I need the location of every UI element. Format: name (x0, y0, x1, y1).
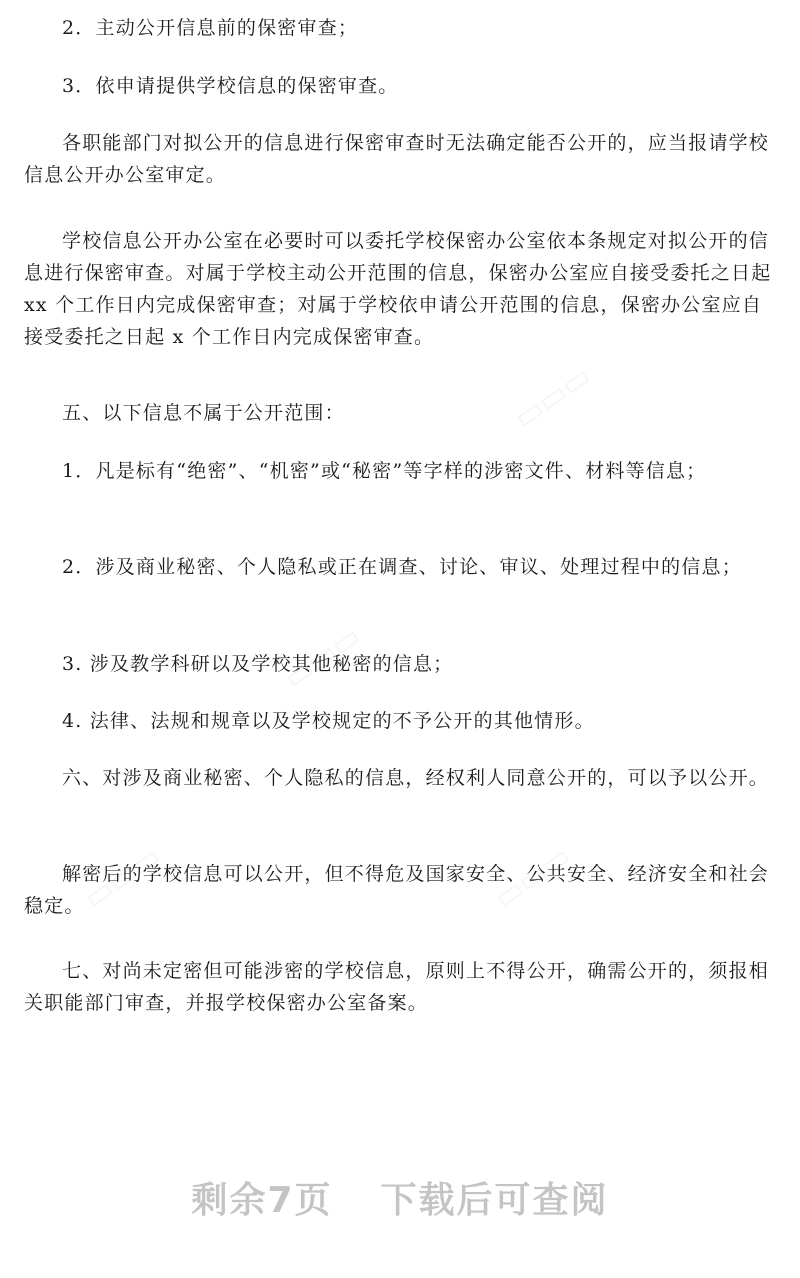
download-to-view-label: 下载后可查阅 (380, 1180, 609, 1221)
paragraph: 4. 法律、法规和规章以及学校规定的不予公开的其他情形。 (62, 710, 595, 732)
paragraph: 2．涉及商业秘密、个人隐私或正在调查、讨论、审议、处理过程中的信息； (62, 556, 742, 578)
paragraph: 2．主动公开信息前的保密审查； (62, 17, 359, 39)
paragraph: 各职能部门对拟公开的信息进行保密审查时无法确定能否公开的，应当报请学校信息公开办公室审定。 (24, 132, 770, 186)
paragraph: 3．依申请提供学校信息的保密审查。 (62, 75, 399, 97)
paragraph: 解密后的学校信息可以公开，但不得危及国家安全、公共安全、经济安全和社会稳定。 (24, 863, 770, 917)
paragraph: 学校信息公开办公室在必要时可以委托学校保密办公室依本条规定对拟公开的信息进行保密审查。对属于学校主动公开范围的信息，保密办公室应自接受委托之日起 xx 个工作日内完成保密审查；对属于学校依申请公开范围的信息，保密办公室应自接受委托之日起 x 个工作日内完成保密审查。 (24, 230, 772, 348)
paragraph: 1．凡是标有“绝密”、“机密”或“秘密”等字样的涉密文件、材料等信息； (62, 460, 707, 482)
paragraph: 五、以下信息不属于公开范围： (62, 402, 345, 424)
paragraph: 六、对涉及商业秘密、个人隐私的信息，经权利人同意公开的，可以予以公开。 (62, 767, 770, 789)
download-prompt[interactable] (0, 1172, 800, 1232)
paragraph: 3. 涉及教学科研以及学校其他秘密的信息； (62, 653, 454, 675)
remaining-pages-label: 剩余7页 (191, 1180, 333, 1221)
paragraph: 七、对尚未定密但可能涉密的学校信息，原则上不得公开，确需公开的，须报相关职能部门审查，并报学校保密办公室备案。 (24, 960, 770, 1014)
